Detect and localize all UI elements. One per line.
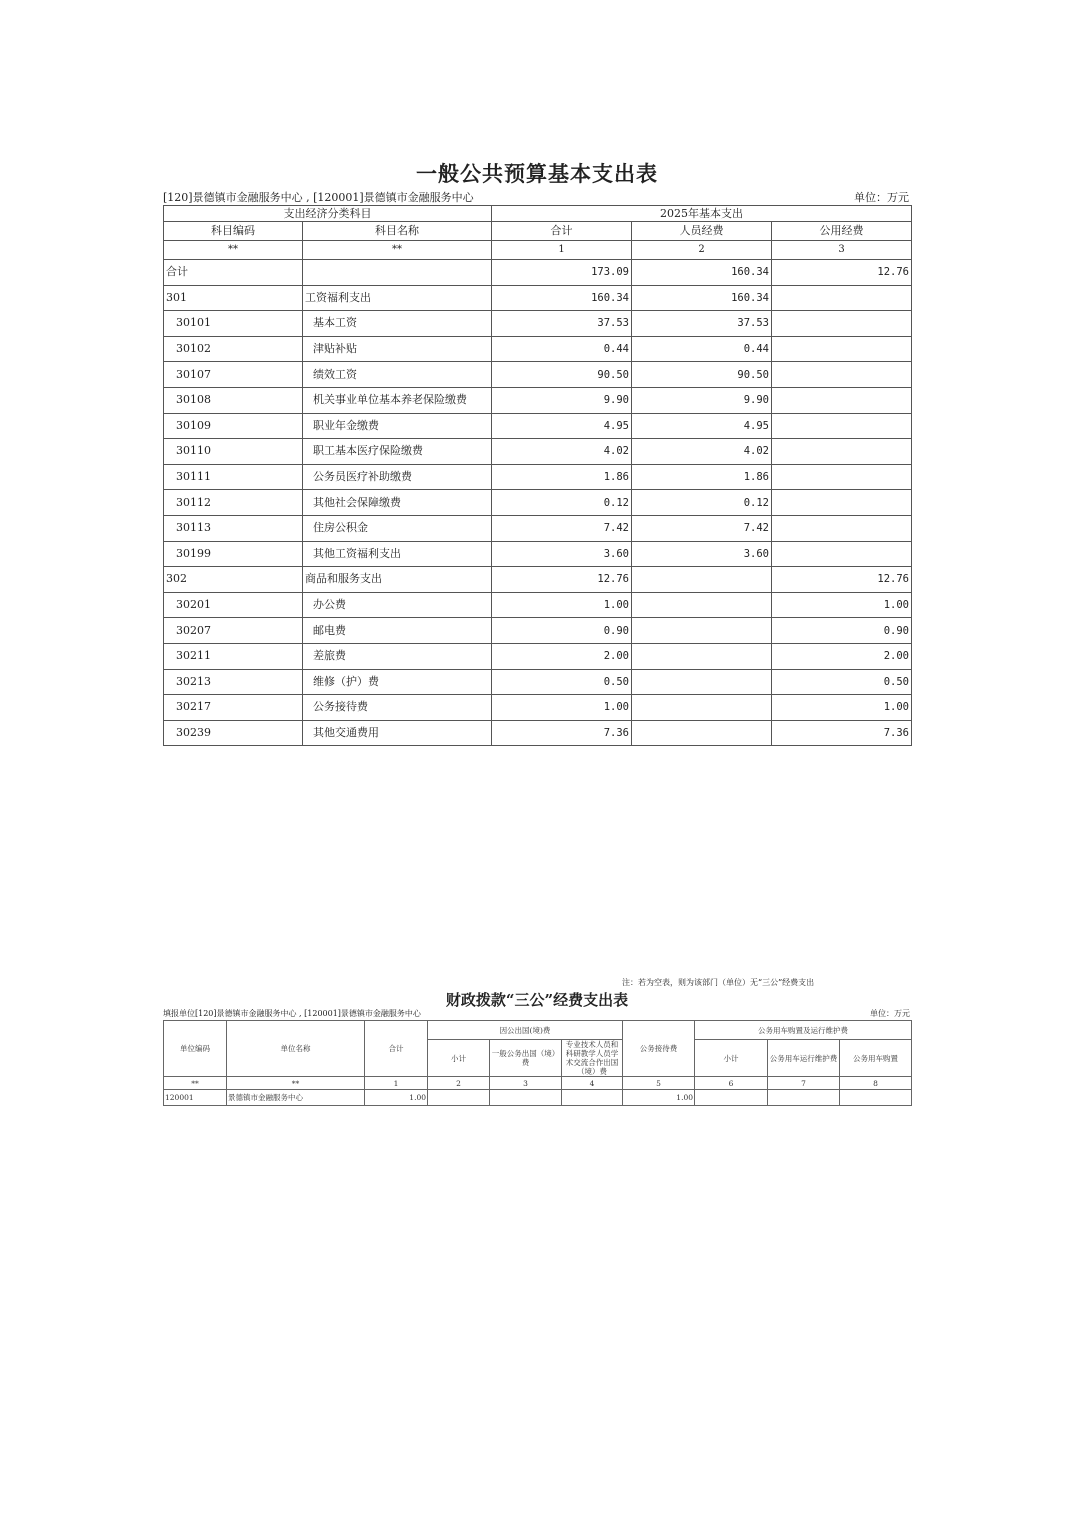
row-code: 30112 (164, 490, 303, 516)
table-row (164, 387, 912, 413)
row-name: 差旅费 (303, 643, 492, 669)
header-code: 科目编码 (164, 222, 303, 241)
index-name: ** (303, 241, 492, 260)
table-row (164, 413, 912, 439)
row-public: 7.36 (772, 720, 912, 746)
t2-index-cell: 2 (428, 1077, 490, 1090)
t2-index-cell: 4 (562, 1077, 623, 1090)
t2-abroad-exchange (562, 1090, 623, 1106)
row-code: 30101 (164, 311, 303, 337)
row-total: 0.50 (492, 669, 632, 695)
table-row (164, 260, 912, 286)
row-personnel: 160.34 (632, 285, 772, 311)
row-personnel: 0.44 (632, 336, 772, 362)
basic-expenditure-table (163, 205, 912, 746)
row-public (772, 464, 912, 490)
row-total: 0.44 (492, 336, 632, 362)
header-name: 科目名称 (303, 222, 492, 241)
row-name: 绩效工资 (303, 362, 492, 388)
row-total: 4.95 (492, 413, 632, 439)
table-row (164, 311, 912, 337)
index-public: 3 (772, 241, 912, 260)
table-row (164, 567, 912, 593)
table-row (164, 362, 912, 388)
table-row (164, 592, 912, 618)
row-name: 办公费 (303, 592, 492, 618)
row-name: 机关事业单位基本养老保险缴费 (303, 387, 492, 413)
row-code: 30113 (164, 515, 303, 541)
header-public: 公用经费 (772, 222, 912, 241)
t2-header-abroad-group: 因公出国(境)费 (428, 1021, 623, 1040)
index-code: ** (164, 241, 303, 260)
row-personnel (632, 567, 772, 593)
index-personnel: 2 (632, 241, 772, 260)
table2-unit-line (163, 1008, 911, 1020)
row-personnel: 9.90 (632, 387, 772, 413)
t2-header-abroad-general: 一般公务出国（境）费 (490, 1040, 562, 1077)
table2-note: 注：若为空表，则为该部门（单位）无“三公”经费支出 (622, 978, 815, 987)
row-code: 30109 (164, 413, 303, 439)
table-row (164, 336, 912, 362)
row-code: 302 (164, 567, 303, 593)
t2-index-cell: 7 (768, 1077, 840, 1090)
row-public: 1.00 (772, 592, 912, 618)
t2-data-row (164, 1090, 912, 1106)
row-personnel (632, 643, 772, 669)
t2-header-vehicle-group: 公务用车购置及运行维护费 (695, 1021, 912, 1040)
row-name: 商品和服务支出 (303, 567, 492, 593)
row-public: 0.90 (772, 618, 912, 644)
t2-vehicle-subtotal (695, 1090, 768, 1106)
row-public (772, 490, 912, 516)
table1-header-group-row (164, 206, 912, 222)
table-row (164, 490, 912, 516)
t2-total: 1.00 (365, 1090, 428, 1106)
table-row (164, 720, 912, 746)
row-name: 津贴补贴 (303, 336, 492, 362)
table1-index-row (164, 241, 912, 260)
row-public (772, 362, 912, 388)
row-code: 30111 (164, 464, 303, 490)
row-personnel: 1.86 (632, 464, 772, 490)
table-row (164, 439, 912, 465)
row-total: 7.42 (492, 515, 632, 541)
row-total: 1.00 (492, 695, 632, 721)
row-name: 邮电费 (303, 618, 492, 644)
header-total: 合计 (492, 222, 632, 241)
row-personnel: 0.12 (632, 490, 772, 516)
t2-header-vehicle-purchase: 公务用车购置 (840, 1040, 912, 1077)
row-total: 3.60 (492, 541, 632, 567)
t2-header-vehicle-subtotal: 小计 (695, 1040, 768, 1077)
row-total: 0.12 (492, 490, 632, 516)
index-total: 1 (492, 241, 632, 260)
table1-unit-line (163, 189, 911, 205)
row-name: 住房公积金 (303, 515, 492, 541)
row-total: 160.34 (492, 285, 632, 311)
t2-header-unit-code: 单位编码 (164, 1021, 227, 1077)
row-code: 30110 (164, 439, 303, 465)
table-row (164, 618, 912, 644)
t2-header-reception: 公务接待费 (623, 1021, 695, 1077)
row-personnel (632, 669, 772, 695)
row-public: 12.76 (772, 567, 912, 593)
t2-index-cell: ** (164, 1077, 227, 1090)
t2-index-cell: 1 (365, 1077, 428, 1090)
row-name: 职业年金缴费 (303, 413, 492, 439)
t2-abroad-general (490, 1090, 562, 1106)
row-code: 30217 (164, 695, 303, 721)
row-public (772, 541, 912, 567)
t2-vehicle-running (768, 1090, 840, 1106)
row-code: 30211 (164, 643, 303, 669)
row-personnel: 7.42 (632, 515, 772, 541)
row-name: 其他工资福利支出 (303, 541, 492, 567)
t2-header-vehicle-running: 公务用车运行维护费 (768, 1040, 840, 1077)
t2-vehicle-purchase (840, 1090, 912, 1106)
t2-index-cell: 5 (623, 1077, 695, 1090)
row-personnel: 3.60 (632, 541, 772, 567)
row-name: 维修（护）费 (303, 669, 492, 695)
row-name: 工资福利支出 (303, 285, 492, 311)
row-public (772, 336, 912, 362)
row-total: 7.36 (492, 720, 632, 746)
row-total: 0.90 (492, 618, 632, 644)
row-public (772, 515, 912, 541)
table-row (164, 541, 912, 567)
row-personnel: 37.53 (632, 311, 772, 337)
row-code: 30102 (164, 336, 303, 362)
table2-unit: 单位：万元 (870, 1009, 910, 1018)
row-public (772, 413, 912, 439)
row-public: 0.50 (772, 669, 912, 695)
t2-header-total: 合计 (365, 1021, 428, 1077)
table-row (164, 464, 912, 490)
row-personnel (632, 592, 772, 618)
header-group-basic-expenditure: 2025年基本支出 (492, 206, 912, 222)
t2-header-abroad-exchange: 专业技术人员和科研教学人员学术交流合作出国（境）费 (562, 1040, 623, 1077)
row-total: 37.53 (492, 311, 632, 337)
row-total: 9.90 (492, 387, 632, 413)
row-code: 30107 (164, 362, 303, 388)
row-name: 基本工资 (303, 311, 492, 337)
row-public: 2.00 (772, 643, 912, 669)
t2-index-cell: 8 (840, 1077, 912, 1090)
row-code: 30207 (164, 618, 303, 644)
row-name: 公务接待费 (303, 695, 492, 721)
row-total: 4.02 (492, 439, 632, 465)
t2-unit-name: 景德镇市金融服务中心 (227, 1090, 365, 1106)
row-code: 30199 (164, 541, 303, 567)
row-personnel: 90.50 (632, 362, 772, 388)
row-code: 30201 (164, 592, 303, 618)
row-personnel: 160.34 (632, 260, 772, 286)
table2-unit-label: 填报单位[120]景德镇市金融服务中心 , [120001]景德镇市金融服务中心 (163, 1009, 421, 1018)
table-row (164, 669, 912, 695)
row-public (772, 311, 912, 337)
row-name: 其他社会保障缴费 (303, 490, 492, 516)
row-public: 12.76 (772, 260, 912, 286)
t2-index-cell: ** (227, 1077, 365, 1090)
table1-body (164, 260, 912, 746)
row-total: 1.00 (492, 592, 632, 618)
row-name (303, 260, 492, 286)
row-total: 1.86 (492, 464, 632, 490)
row-total: 2.00 (492, 643, 632, 669)
row-name: 公务员医疗补助缴费 (303, 464, 492, 490)
t2-index-row (164, 1077, 912, 1090)
row-code: 30108 (164, 387, 303, 413)
t2-abroad-subtotal (428, 1090, 490, 1106)
row-public (772, 439, 912, 465)
table1-header-row (164, 222, 912, 241)
t2-reception: 1.00 (623, 1090, 695, 1106)
row-code: 合计 (164, 260, 303, 286)
row-personnel (632, 618, 772, 644)
table1-unit-label: [120]景德镇市金融服务中心 , [120001]景德镇市金融服务中心 (163, 191, 474, 204)
row-code: 30239 (164, 720, 303, 746)
row-public (772, 285, 912, 311)
table-row (164, 515, 912, 541)
row-name: 其他交通费用 (303, 720, 492, 746)
row-total: 173.09 (492, 260, 632, 286)
table2-title: 财政拨款“三公”经费支出表 (445, 991, 629, 1009)
t2-header-unit-name: 单位名称 (227, 1021, 365, 1077)
row-personnel (632, 720, 772, 746)
row-code: 301 (164, 285, 303, 311)
table1-title: 一般公共预算基本支出表 (416, 161, 658, 186)
table-row (164, 285, 912, 311)
header-personnel: 人员经费 (632, 222, 772, 241)
t2-header-abroad-subtotal: 小计 (428, 1040, 490, 1077)
row-personnel: 4.02 (632, 439, 772, 465)
row-public (772, 387, 912, 413)
t2-unit-code: 120001 (164, 1090, 227, 1106)
table-row (164, 695, 912, 721)
t2-index-cell: 3 (490, 1077, 562, 1090)
table-row (164, 643, 912, 669)
row-total: 12.76 (492, 567, 632, 593)
header-group-classification: 支出经济分类科目 (164, 206, 492, 222)
row-personnel: 4.95 (632, 413, 772, 439)
table1-unit: 单位：万元 (854, 191, 909, 204)
row-public: 1.00 (772, 695, 912, 721)
row-code: 30213 (164, 669, 303, 695)
row-total: 90.50 (492, 362, 632, 388)
row-personnel (632, 695, 772, 721)
three-public-expenditure-table (163, 1020, 912, 1106)
t2-index-cell: 6 (695, 1077, 768, 1090)
row-name: 职工基本医疗保险缴费 (303, 439, 492, 465)
